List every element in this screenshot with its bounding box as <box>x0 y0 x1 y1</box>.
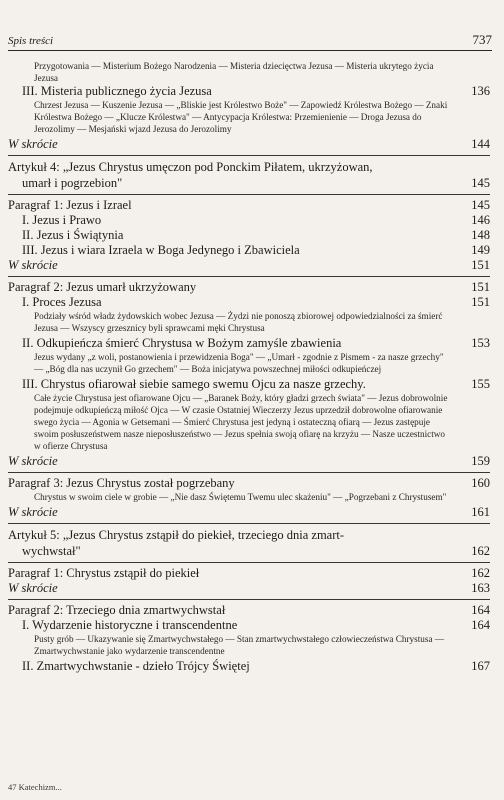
toc-article <box>8 159 490 191</box>
toc-entry-page: 148 <box>471 228 490 242</box>
toc-entry-label: W skrócie <box>8 505 58 519</box>
toc-entry-page: 162 <box>471 566 490 580</box>
toc-entry-label: II. Zmartwychwstanie - dzieło Trójcy Świętej <box>22 659 250 673</box>
toc-entry <box>8 659 490 674</box>
toc-entry-label: W skrócie <box>8 258 58 272</box>
running-head-title: Spis treści <box>8 35 54 47</box>
toc-entry-label: W skrócie <box>8 454 58 468</box>
toc-entry-page: 163 <box>471 581 490 595</box>
toc-entry-page: 146 <box>471 213 490 227</box>
divider <box>8 523 490 524</box>
toc-entry-label: W skrócie <box>8 137 58 151</box>
toc-entry <box>8 258 490 273</box>
toc-entry-label: II. Odkupieńcza śmierć Chrystusa w Bożym zamyśle zbawienia <box>22 336 342 350</box>
toc-article-line2: umarł i pogrzebion" <box>22 176 123 190</box>
toc-entry-label: III. Chrystus ofiarował siebie samego swemu Ojcu za nasze grzechy. <box>22 377 366 391</box>
toc-description: Pusty grób — Ukazywanie się Zmartwychwstałego — Stan zmartwychwstałego człowieczeństwa Chrystusa — Zmartwychwstanie jako wydarzenie transcendentne <box>34 634 445 656</box>
table-of-contents <box>8 60 490 674</box>
toc-entry <box>8 280 490 295</box>
toc-entry-label: Paragraf 2: Jezus umarł ukrzyżowany <box>8 280 197 294</box>
toc-entry <box>8 243 490 258</box>
toc-article-label <box>8 527 468 559</box>
toc-entry <box>8 476 490 491</box>
toc-article-label <box>8 159 468 191</box>
toc-entry <box>8 603 490 618</box>
toc-entry <box>8 295 490 310</box>
toc-entry-label: III. Misteria publicznego życia Jezusa <box>22 84 212 98</box>
divider <box>8 599 490 600</box>
toc-entry-page: 159 <box>471 454 490 468</box>
toc-entry <box>8 137 490 152</box>
toc-entry-page: 167 <box>471 659 490 673</box>
toc-entry-label: Paragraf 1: Chrystus zstąpił do piekieł <box>8 566 200 580</box>
toc-entry-label: Paragraf 3: Jezus Chrystus został pogrzebany <box>8 476 235 490</box>
toc-entry <box>8 377 490 392</box>
divider <box>8 562 490 563</box>
toc-entry <box>8 581 490 596</box>
toc-entry-label: II. Jezus i Świątynia <box>22 228 124 242</box>
toc-entry-label: Paragraf 2: Trzeciego dnia zmartwychwstał <box>8 603 226 617</box>
page-number: 737 <box>472 32 492 47</box>
toc-entry <box>8 336 490 351</box>
toc-entry-page: 160 <box>471 476 490 490</box>
toc-description: Podziały wśród władz żydowskich wobec Jezusa — Żydzi nie ponoszą zbiorowej odpowiedzialności za śmierć Jezusa — Wszyscy grzesznicy byli sprawcami męki Chrystusa <box>34 311 443 333</box>
toc-entry-page: 155 <box>471 377 490 391</box>
toc-entry <box>8 505 490 520</box>
toc-entry-page: 151 <box>471 280 490 294</box>
toc-entry-page: 153 <box>471 336 490 350</box>
toc-entry <box>8 566 490 581</box>
toc-entry-page: 164 <box>471 603 490 617</box>
toc-entry <box>8 618 490 633</box>
toc-entry-page: 145 <box>471 176 490 190</box>
toc-entry-page: 151 <box>471 295 490 309</box>
footer-signature: 47 Katechizm... <box>8 782 62 792</box>
toc-description: Przygotowania — Misterium Bożego Narodzenia — Misteria dziecięctwa Jezusa — Misteria ukrytego życia Jezusa <box>34 61 434 83</box>
toc-entry-page: 145 <box>471 198 490 212</box>
toc-entry-page: 164 <box>471 618 490 632</box>
toc-entry <box>8 198 490 213</box>
toc-article-line1: Artykuł 4: „Jezus Chrystus umęczon pod Ponckim Piłatem, ukrzyżowan, <box>8 160 373 174</box>
toc-entry-label: I. Proces Jezusa <box>22 295 102 309</box>
toc-entry-page: 149 <box>471 243 490 257</box>
toc-entry <box>8 454 490 469</box>
toc-article-line1: Artykuł 5: „Jezus Chrystus zstąpił do piekieł, trzeciego dnia zmart- <box>8 528 345 542</box>
divider <box>8 472 490 473</box>
toc-entry <box>8 228 490 243</box>
toc-entry-page: 144 <box>471 137 490 151</box>
toc-entry-label: I. Jezus i Prawo <box>22 213 102 227</box>
toc-entry-label: Paragraf 1: Jezus i Izrael <box>8 198 132 212</box>
toc-entry-label: W skrócie <box>8 581 58 595</box>
toc-entry-label: III. Jezus i wiara Izraela w Boga Jedynego i Zbawiciela <box>22 243 300 257</box>
toc-entry <box>8 213 490 228</box>
divider <box>8 155 490 156</box>
toc-entry-label: I. Wydarzenie historyczne i transcendentne <box>22 618 238 632</box>
running-head <box>8 32 492 48</box>
toc-entry <box>8 84 490 99</box>
divider <box>8 276 490 277</box>
toc-description: Chrystus w swoim ciele w grobie — „Nie dasz Świętemu Twemu ulec skażeniu" — „Pogrzebani z Chrystusem" <box>34 492 447 502</box>
toc-entry-page: 136 <box>471 84 490 98</box>
toc-entry-page: 162 <box>471 544 490 558</box>
toc-entry-page: 151 <box>471 258 490 272</box>
toc-description: Jezus wydany „z woli, postanowienia i przewidzenia Boga" — „Umarł - zgodnie z Pismem - za nasze grzechy" — „Bóg dla nas uczynił Go grzechem" — Boża inicjatywa powszechnej miłości odkupieńczej <box>34 352 444 374</box>
toc-article <box>8 527 490 559</box>
divider <box>8 194 490 195</box>
toc-entry-page: 161 <box>471 505 490 519</box>
toc-description: Całe życie Chrystusa jest ofiarowane Ojcu — „Baranek Boży, który gładzi grzech świata" — Jezus dobrowolnie podejmuje odkupieńczą miłość Ojca — W czasie Ostatniej Wieczerzy Jezus uprzedził dobrowolne ofiarowanie swego życia — Agonia w Getsemani — Śmierć Chrystusa jest jedyną i ostateczną ofiarą — Jezus zastępuje swoim posłuszeństwem nasze nieposłuszeństwo — Jezus spełnia swoją ofiarę na krzyżu — Nasze uczestnictwo w ofierze Chrystusa <box>34 393 448 451</box>
header-rule <box>8 50 492 51</box>
toc-article-line2: wychwstał" <box>22 544 81 558</box>
toc-description: Chrzest Jezusa — Kuszenie Jezusa — „Bliskie jest Królestwo Boże" — Zapowiedź Królestwa Bożego — Znaki Królestwa Bożego — „Klucze Królestwa" — Antycypacja Królestwa: Przemienienie — Droga Jezusa do Jerozolimy — Mesjański wjazd Jezusa do Jerozolimy <box>34 100 448 134</box>
